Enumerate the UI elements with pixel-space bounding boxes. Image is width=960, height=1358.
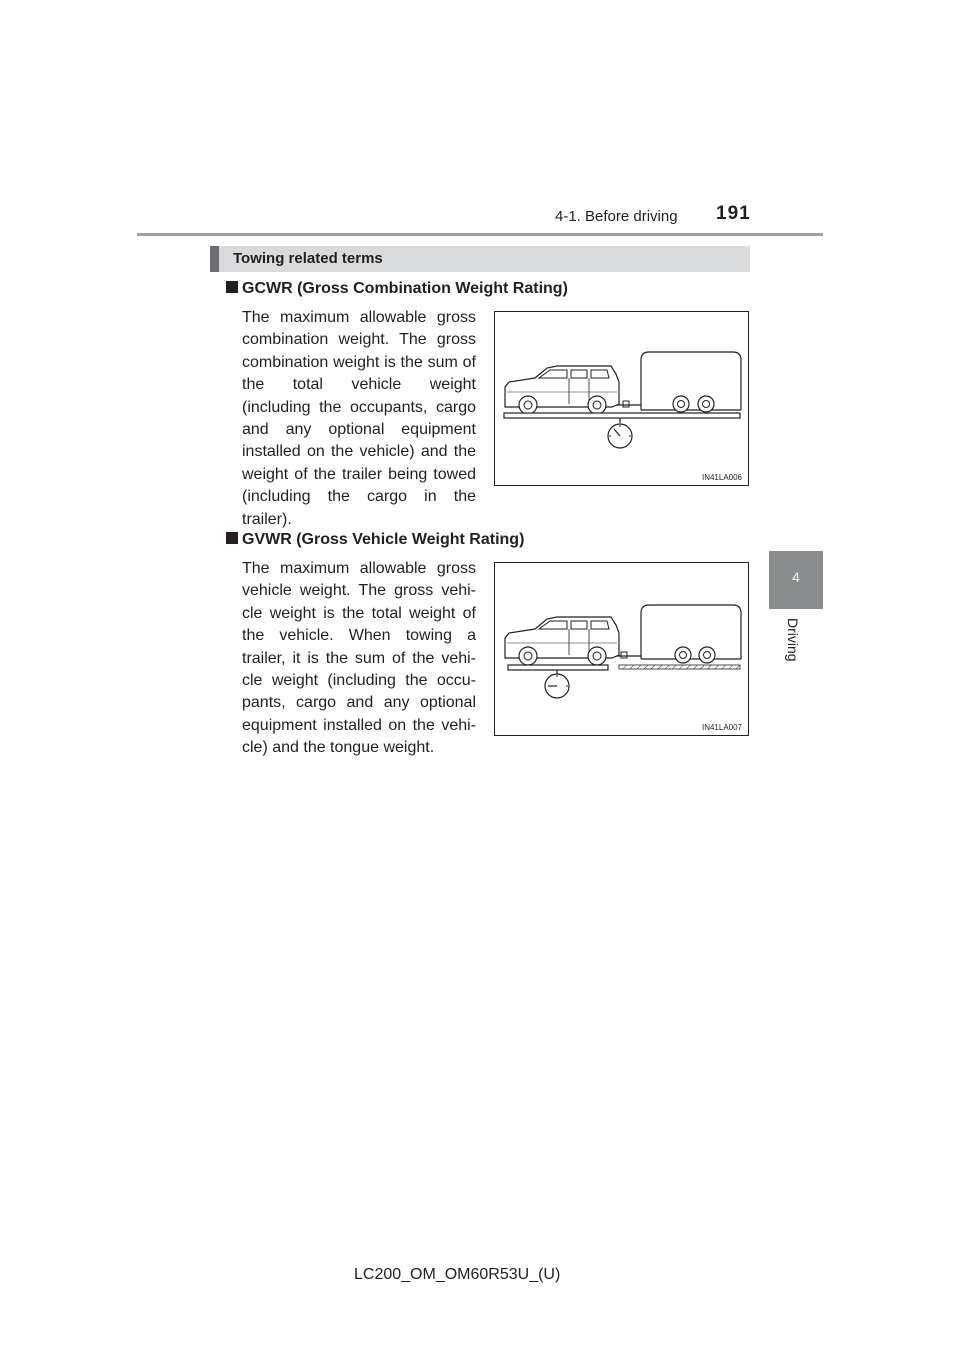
square-bullet-icon bbox=[226, 532, 238, 544]
figure-code: IN41LA007 bbox=[701, 723, 742, 732]
header-section-title: 4-1. Before driving bbox=[555, 208, 678, 225]
item-heading-text: GVWR (Gross Vehicle Weight Rating) bbox=[242, 531, 525, 548]
item-heading-gcwr bbox=[226, 280, 568, 298]
car-trailer-scale-illustration bbox=[495, 312, 748, 485]
item-body-gcwr: The maximum allowable gross combination weight. The gross combination weight is the sum of the total vehicle weight (including the occupants, cargo and any optional equipment installed on the vehicle) and the weight of the trailer being towed (including the cargo in the trailer). bbox=[242, 309, 476, 528]
figure-code: IN41LA006 bbox=[701, 473, 742, 482]
item-heading-text: GCWR (Gross Combination Weight Rating) bbox=[242, 280, 568, 297]
chapter-label: Driving bbox=[785, 618, 801, 662]
page-number: 191 bbox=[716, 203, 751, 224]
figure-gcwr bbox=[494, 311, 749, 486]
header-divider bbox=[137, 233, 823, 236]
chapter-tab bbox=[769, 551, 823, 609]
document-code: LC200_OM_OM60R53U_(U) bbox=[354, 1266, 561, 1283]
car-trailer-scale-illustration bbox=[495, 563, 748, 735]
item-heading-gvwr bbox=[226, 531, 524, 549]
section-heading-bar bbox=[210, 246, 750, 272]
item-body-gvwr: The maximum allowable gross vehicle weight. The gross vehi-cle weight is the total weight of the vehicle. When towing a trailer, it is the sum of the vehi-cle weight (including the occu-pants, cargo and any optional equipment installed on the vehi-cle) and the tongue weight. bbox=[242, 560, 476, 757]
square-bullet-icon bbox=[226, 281, 238, 293]
chapter-number: 4 bbox=[792, 569, 800, 585]
figure-gvwr bbox=[494, 562, 749, 736]
section-title: Towing related terms bbox=[233, 250, 383, 267]
